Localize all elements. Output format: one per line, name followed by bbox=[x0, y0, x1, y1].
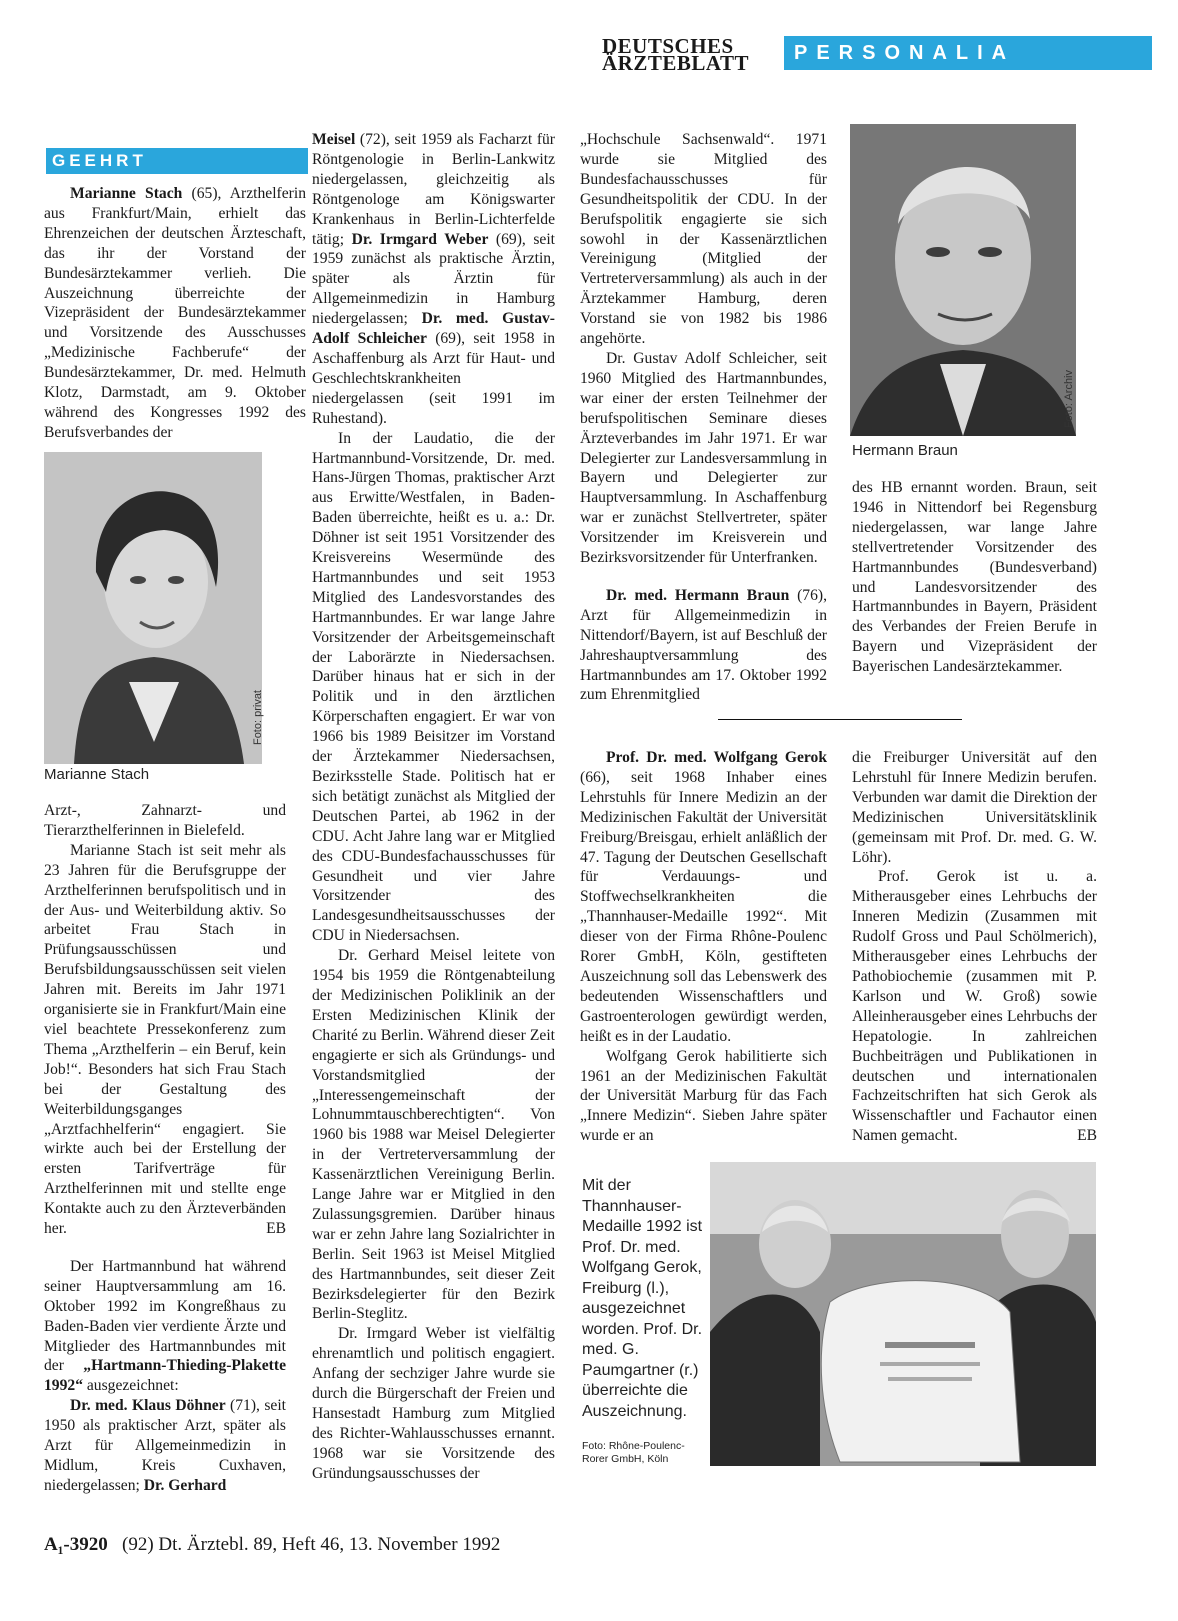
paragraph bbox=[44, 841, 286, 1239]
column-3 bbox=[580, 130, 827, 705]
portrait-image bbox=[44, 452, 262, 764]
paragraph-text: (69), seit 1959 zunächst als praktische Ärztin, später als Ärztin für Allgemeinmedizin in Hamburg niedergelassen; bbox=[312, 230, 555, 328]
paragraph-text: (76), Arzt für Allgemeinmedizin in Nittendorf/Bayern, ist auf Beschluß der Jahreshauptversammlung des Hartmannbundes am 17. Oktober 1992 zum Ehrenmitglied bbox=[580, 586, 827, 704]
paragraph bbox=[44, 1257, 286, 1396]
paragraph-text: (69), seit 1958 in Aschaffenburg als Arzt für Haut- und Geschlechtskrankheiten niedergelassen (seit 1991 im Ruhestand). bbox=[312, 330, 555, 427]
section-tag: GEEHRT bbox=[46, 148, 308, 174]
paragraph-text: (72), seit 1959 als Facharzt für Röntgenologie in Berlin-Lankwitz niedergelassen, gleichzeitig als Röntgenologe am Königswarter Krankenhaus in Berlin-Lichterfelde tätig; bbox=[312, 131, 555, 248]
person-name: Dr. Gerhard bbox=[143, 1476, 227, 1494]
paragraph bbox=[312, 130, 555, 429]
person-name: Dr. med. Gustav-Adolf Schleicher bbox=[312, 310, 555, 348]
person-name: Meisel bbox=[312, 131, 356, 148]
paragraph: Dr. Gustav Adolf Schleicher, seit 1960 Mitglied des Hartmannbundes, war einer der ersten Teilnehmer der berufspolitischen Seminare dieses Ärzteverbandes im Jahr 1971. Er war Delegierter zur Landesversammlung in Bayern und Delegierter zur Hauptversammlung. In Aschaffenburg war er zunächst Stellvertreter, später Vorsitzender im Kreisverein und Bezirksvorsitzender für Unterfranken. bbox=[580, 349, 827, 567]
paragraph-text: Marianne Stach ist seit mehr als 23 Jahren für die Berufsgruppe der Arzthelferinnen berufspolitisch und in der Aus- und Weiterbildung aktiv. So arbeitet Frau Stach in Prüfungsausschüssen und Berufsbildungsausschüssen seit vielen Jahren mit. Bereits im Jahr 1971 organisierte sie in Frankfurt/Main eine viel beachtete Pressekonferenz zum Thema „Arzthelferin – ein Beruf, kein Job!“. Besonders hat sich Frau Stach bei der Gestaltung des Weiterbildungsganges „Arztfachhelferin“ engagiert. Sie wirkte auch bei der Erstellung der ersten Tarifverträge für Arzthelferinnen mit und stellte enge Kontakte auch zu den Ärzteverbänden her. bbox=[44, 841, 286, 1238]
gerok-column-2 bbox=[852, 748, 1097, 1146]
paragraph: Dr. Gerhard Meisel leitete von 1954 bis 1959 die Röntgenabteilung der Medizinischen Poliklinik an der Ersten Medizinischen Klinik der Charité zu Berlin. Während dieser Zeit engagierte er sich als Gründungs- und Vorstandsmitglied der „Interessengemeinschaft der Lohnummtauschberechtigten“. Von 1960 bis 1988 war Meisel Delegierter in der Vertreterversammlung der Kassenärztlichen Vereinigung Berlin. Lange Jahre war er Mitglied in den Zulassungsgremien. Darüber hinaus war er zehn Jahre lang Sozialrichter in Berlin. Seit 1963 ist Meisel Mitglied des Hartmannbundes, seit dieser Zeit Bezirksdelegierter für den Bezirk Berlin-Steglitz. bbox=[312, 947, 555, 1323]
paragraph bbox=[580, 748, 827, 1047]
photo-caption-gerok: Mit der Thannhauser-Medaille 1992 ist Prof. Dr. med. Wolfgang Gerok, Freiburg (l.), ausgezeichnet worden. Prof. Dr. med. G. Paumgartner (r.) überreichte die Auszeichnung. bbox=[582, 1177, 703, 1420]
paragraph-text: (66), seit 1968 Inhaber eines Lehrstuhls für Innere Medizin an der Medizinischen Fakultät der Universität Freiburg/Breisgau, erhielt anläßlich der 47. Tagung der Deutschen Gesellschaft für Verdauungs- und Stoffwechselkrankheiten die „Thannhauser-Medaille 1992“. Mit dieser von der Firma Rhône-Poulenc Rorer GmbH, Köln, gestifteten Auszeichnung soll das Lebenswerk des bedeutenden Wissenschaftlers und Gastroenterologen gewürdigt werden, heißt es in der Laudatio. bbox=[580, 768, 827, 1045]
masthead-logo bbox=[602, 34, 772, 75]
masthead-line-1: DEUTSCHES bbox=[602, 34, 734, 58]
citation: (92) Dt. Ärztebl. 89, Heft 46, 13. November 1992 bbox=[122, 1534, 501, 1555]
gerok-column-1 bbox=[580, 748, 827, 1146]
person-name: Prof. Dr. med. Wolfgang Gerok bbox=[606, 749, 827, 766]
paragraph bbox=[580, 586, 827, 705]
photo-gerok-award bbox=[710, 1162, 1096, 1466]
page-code: A₁-3920 bbox=[44, 1534, 108, 1555]
section-banner: PERSONALIA bbox=[784, 36, 1152, 70]
author-signature: EB bbox=[266, 1220, 286, 1238]
paragraph bbox=[44, 184, 306, 443]
paragraph: Wolfgang Gerok habilitierte sich 1961 an der Medizinischen Fakultät der Universität Marburg für das Fach „Innere Medizin“. Sieben Jahre später wurde er an bbox=[580, 1047, 827, 1145]
paragraph: die Freiburger Universität auf den Lehrstuhl für Innere Medizin berufen. Verbunden war damit die Direktion der Medizinischen Universitätsklinik (gemeinsam mit Prof. Dr. med. G. W. Löhr). bbox=[852, 749, 1097, 866]
paragraph-text: ausgezeichnet: bbox=[82, 1377, 179, 1395]
masthead-line-2: ÄRZTEBLATT bbox=[602, 51, 749, 75]
paragraph-text: Der Hartmannbund hat während seiner Hauptversammlung am 16. Oktober 1992 im Kongreßhaus zu Baden-Baden vier verdiente Ärzte und Mitglieder des Hartmannbundes mit der bbox=[44, 1257, 286, 1375]
paragraph: Arzt-, Zahnarzt- und Tierarzthelferinnen in Bielefeld. bbox=[44, 802, 286, 839]
author-signature: EB bbox=[1077, 1127, 1097, 1145]
paragraph-text: (71), seit 1950 als praktischer Arzt, später als Arzt für Allgemeinmedizin in Midlum, Kreis Cuxhaven, niedergelassen; bbox=[44, 1397, 286, 1494]
award-name: „Hartmann-Thieding-Plakette 1992“ bbox=[44, 1357, 286, 1395]
column-1-top bbox=[44, 184, 306, 443]
photo-credit-gerok bbox=[582, 1440, 702, 1466]
paragraph: Dr. Irmgard Weber ist vielfältig ehrenamtlich und politisch engagiert. Anfang der sechziger Jahre wurde sie durch die Bürgerschaft der Freien und Hansestadt Hamburg zum Mitglied des Richter-Wahlausschusses ernannt. 1968 war sie Vorsitzende des Gründungsausschusses der bbox=[312, 1325, 555, 1482]
column-2 bbox=[312, 130, 555, 1484]
person-name: Dr. Irmgard Weber bbox=[351, 230, 489, 248]
portrait-image bbox=[850, 124, 1076, 436]
award-photo-image bbox=[710, 1162, 1096, 1466]
photo-hermann-braun bbox=[850, 124, 1076, 436]
photo-caption: Marianne Stach bbox=[44, 766, 150, 783]
person-name: Dr. med. Hermann Braun bbox=[606, 586, 790, 604]
photo-marianne-stach bbox=[44, 452, 262, 764]
photo-caption: Hermann Braun bbox=[852, 442, 958, 459]
separator-rule bbox=[718, 719, 962, 720]
photo-credit: Foto: Archiv bbox=[1063, 370, 1075, 429]
column-4 bbox=[852, 478, 1097, 677]
paragraph: des HB ernannt worden. Braun, seit 1946 in Nittendorf bei Regensburg niedergelassen, war lange Jahre stellvertretender Vorsitzender des Hartmannbundes (Bundesverband) und Landesvorsitzender des Hartmannbundes in Bayern, Präsident des Verbandes der Freien Berufe in Bayern und Vizepräsident der Bayerischen Landesärztekammer. bbox=[852, 479, 1097, 676]
person-name: Dr. med. Klaus Döhner bbox=[70, 1397, 226, 1415]
paragraph: „Hochschule Sachsenwald“. 1971 wurde sie Mitglied des Bundesfachausschusses für Gesundheitspolitik der CDU. In der Berufspolitik engagierte sie sich sowohl in der Kassenärztlichen Vereinigung (Mitglied der Vertreterversammlung) als auch in der Ärztekammer Hamburg, deren Vorstand sie von 1982 bis 1986 angehörte. bbox=[580, 131, 827, 348]
column-1-bottom bbox=[44, 801, 286, 1496]
paragraph: In der Laudatio, die der Hartmannbund-Vorsitzende, Dr. med. Hans-Jürgen Thomas, praktischer Arzt aus Erwitte/Westfalen, in Baden-Baden überreichte, heißt es u. a.: Dr. Döhner ist seit 1951 Vorsitzender des Kreisvereins Wesermünde des Hartmannbundes und seit 1953 Mitglied des Landesvorstandes des Hartmannbundes. Er war lange Jahre Vorsitzender der Arbeitsgemeinschaft der Laborärzte in Niedersachsen. Darüber hinaus hat er sich in der Politik und in den ärztlichen Körperschaften engagiert. Er war von 1966 bis 1989 Beisitzer im Vorstand der Ärztekammer Niedersachsen, Bezirksstelle Stade. Politisch hat er sich betätigt zunächst als Mitglied der Deutschen Partei, ab 1962 in der CDU. Acht Jahre lang war er Mitglied des CDU-Bundesfachausschusses für Gesundheit und vier Jahre Vorsitzender des Landesgesundheitsausschusses der CDU in Niedersachsen. bbox=[312, 429, 555, 945]
credit-line: Rorer GmbH, Köln bbox=[582, 1453, 669, 1465]
paragraph bbox=[852, 867, 1097, 1146]
photo-credit: Foto: privat bbox=[252, 690, 264, 746]
person-name: Marianne Stach bbox=[70, 185, 183, 202]
paragraph-text: Prof. Gerok ist u. a. Mitherausgeber eines Lehrbuchs der Inneren Medizin (Zusammen mit Rudolf Gross und Paul Schölmerich), Mitherausgeber eines Lehrbuchs der Pathobiochemie (zusammen mit P. Karlson und W. Groß) sowie Alleinherausgeber eines Lehrbuchs der Hepatologie. In zahlreichen Buchbeiträgen und Publikationen in deutschen und internationalen Fachzeitschriften hat sich Gerok als Wissenschaftler und Fachautor einen Namen gemacht. bbox=[852, 868, 1097, 1145]
page-footer bbox=[44, 1534, 500, 1556]
paragraph bbox=[44, 1396, 286, 1496]
paragraph-text: (65), Arzthelferin aus Frankfurt/Main, erhielt das Ehrenzeichen der deutschen Ärzteschaft, das ihr der Vorstand der Bundesärztekammer verlieh. Die Auszeichnung überreichte der Vizepräsident der Bundesärztekammer und Vorsitzende des Ausschusses „Medizinische Fachberufe“ der Bundesärztekammer, Dr. med. Helmuth Klotz, Darmstadt, am 9. Oktober während des Kongresses 1992 des Berufsverbandes der bbox=[44, 185, 306, 441]
credit-line: Foto: Rhône-Poulenc- bbox=[582, 1440, 685, 1452]
